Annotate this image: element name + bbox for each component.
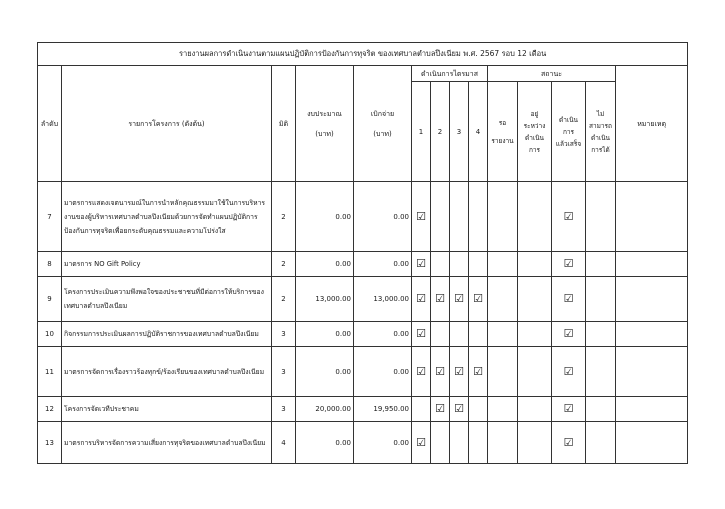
quarter-1-cell: [412, 347, 431, 397]
table-row: [38, 322, 688, 347]
table-row: [38, 182, 688, 252]
checkbox-checked-icon: ☑: [435, 402, 445, 415]
status-progress-cell: [518, 422, 552, 464]
header-status-wait-line: รายงาน: [491, 136, 514, 145]
quarter-4-cell: [469, 422, 488, 464]
status-fail-cell: [586, 252, 616, 277]
quarter-2-cell: [431, 422, 450, 464]
quarter-3-cell: [450, 277, 469, 322]
spent-value: 0.00: [354, 347, 412, 397]
row-number: 11: [38, 347, 62, 397]
header-status-done: [552, 82, 586, 182]
quarter-2-cell: [431, 182, 450, 252]
checkbox-checked-icon: ☑: [563, 209, 574, 223]
quarter-3-cell: [450, 322, 469, 347]
header-status-done-line: ดำเนิน: [559, 115, 578, 124]
status-wait-cell: [488, 397, 518, 422]
status-fail-cell: [586, 397, 616, 422]
status-done-cell: [552, 422, 586, 464]
status-wait-cell: [488, 422, 518, 464]
checkbox-checked-icon: ☑: [454, 364, 464, 378]
status-done-cell: [552, 322, 586, 347]
quarter-4-cell: [469, 252, 488, 277]
project-name: กิจกรรมการประเมินผลการปฏิบัติราชการของเทศบาลตำบลปึงเนียม: [62, 322, 272, 347]
status-fail-cell: [586, 422, 616, 464]
quarter-4-cell: [469, 182, 488, 252]
row-number: 8: [38, 252, 62, 277]
header-status-fail: [586, 82, 616, 182]
checkbox-checked-icon: ☑: [563, 327, 574, 340]
checkbox-checked-icon: ☑: [416, 209, 426, 223]
spent-value: 0.00: [354, 422, 412, 464]
project-name: โครงการจัดเวทีประชาคม: [62, 397, 272, 422]
checkbox-checked-icon: ☑: [473, 364, 483, 378]
header-status-progress-line: อยู่: [530, 109, 539, 118]
row-number: 10: [38, 322, 62, 347]
header-status-done-line: แล้วเสร็จ: [555, 139, 582, 148]
checkbox-checked-icon: ☑: [435, 292, 445, 305]
status-wait-cell: [488, 347, 518, 397]
header-status-fail-line: ไม่: [596, 109, 605, 118]
status-done-cell: [552, 182, 586, 252]
quarter-1-cell: [412, 322, 431, 347]
status-progress-cell: [518, 277, 552, 322]
header-q4: 4: [469, 82, 488, 182]
checkbox-checked-icon: ☑: [416, 364, 426, 378]
quarter-3-cell: [450, 397, 469, 422]
quarter-1-cell: [412, 422, 431, 464]
dimension-value: 2: [272, 252, 296, 277]
table-row: [38, 422, 688, 464]
remark-cell: [616, 422, 688, 464]
status-progress-cell: [518, 182, 552, 252]
header-remark: หมายเหตุ: [616, 66, 688, 182]
spent-value: 0.00: [354, 252, 412, 277]
budget-value: 0.00: [296, 322, 354, 347]
remark-cell: [616, 182, 688, 252]
header-q3: 3: [450, 82, 469, 182]
quarter-4-cell: [469, 347, 488, 397]
header-q2: 2: [431, 82, 450, 182]
spent-value: 19,950.00: [354, 397, 412, 422]
table-row: [38, 397, 688, 422]
quarter-1-cell: [412, 182, 431, 252]
status-fail-cell: [586, 347, 616, 397]
dimension-value: 3: [272, 347, 296, 397]
budget-value: 0.00: [296, 252, 354, 277]
header-status-progress-line: ดำเนิน: [525, 133, 544, 142]
header-dimension: มิติ: [272, 66, 296, 182]
quarter-4-cell: [469, 277, 488, 322]
header-project: รายการโครงการ (ดังต้น): [62, 66, 272, 182]
header-quarters-group: ดำเนินการไตรมาส: [412, 66, 488, 82]
header-budget-unit: (บาท): [315, 129, 334, 138]
checkbox-checked-icon: ☑: [473, 292, 483, 305]
project-name: โครงการประเมินความพึงพอใจของประชาชนที่มีต่อการให้บริการของเทศบาลตำบลปึงเนียม: [62, 277, 272, 322]
quarter-2-cell: [431, 322, 450, 347]
quarter-1-cell: [412, 252, 431, 277]
row-number: 13: [38, 422, 62, 464]
header-no: ลำดับ: [38, 66, 62, 182]
status-progress-cell: [518, 322, 552, 347]
header-budget: [296, 66, 354, 182]
status-progress-cell: [518, 252, 552, 277]
quarter-2-cell: [431, 277, 450, 322]
spent-value: 13,000.00: [354, 277, 412, 322]
remark-cell: [616, 347, 688, 397]
status-progress-cell: [518, 347, 552, 397]
header-status-fail-line: สามารถ: [589, 121, 612, 130]
checkbox-checked-icon: ☑: [563, 364, 574, 378]
quarter-2-cell: [431, 397, 450, 422]
status-wait-cell: [488, 277, 518, 322]
checkbox-checked-icon: ☑: [454, 292, 464, 305]
header-status-progress-line: ระหว่าง: [523, 121, 546, 130]
table-row: [38, 277, 688, 322]
header-q1: 1: [412, 82, 431, 182]
remark-cell: [616, 397, 688, 422]
checkbox-checked-icon: ☑: [435, 364, 445, 378]
status-progress-cell: [518, 397, 552, 422]
quarter-4-cell: [469, 397, 488, 422]
report-rows: [38, 182, 688, 464]
report-table: [37, 42, 688, 464]
header-status-fail-line: ดำเนิน: [591, 133, 610, 142]
dimension-value: 2: [272, 182, 296, 252]
checkbox-checked-icon: ☑: [563, 257, 574, 270]
dimension-value: 4: [272, 422, 296, 464]
dimension-value: 3: [272, 322, 296, 347]
header-status-wait-line: รอ: [498, 118, 507, 127]
table-row: [38, 347, 688, 397]
remark-cell: [616, 277, 688, 322]
checkbox-checked-icon: ☑: [454, 402, 464, 415]
status-done-cell: [552, 252, 586, 277]
status-fail-cell: [586, 277, 616, 322]
checkbox-checked-icon: ☑: [416, 292, 426, 305]
report-title: รายงานผลการดำเนินงานตามแผนปฏิบัติการป้องกันการทุจริต ของเทศบาลตำบลปึงเนียม พ.ศ. 2567 รอบ 12 เดือน: [38, 43, 688, 66]
project-name: มาตรการบริหารจัดการความเสี่ยงการทุจริตของเทศบาลตำบลปึงเนียม: [62, 422, 272, 464]
row-number: 7: [38, 182, 62, 252]
dimension-value: 2: [272, 277, 296, 322]
header-spent: [354, 66, 412, 182]
header-spent-label: เบิกจ่าย: [370, 109, 395, 118]
quarter-3-cell: [450, 422, 469, 464]
header-status-done-line: การ: [562, 127, 575, 136]
spent-value: 0.00: [354, 182, 412, 252]
checkbox-checked-icon: ☑: [416, 327, 426, 340]
checkbox-checked-icon: ☑: [416, 257, 426, 270]
budget-value: 0.00: [296, 182, 354, 252]
quarter-1-cell: [412, 397, 431, 422]
status-wait-cell: [488, 182, 518, 252]
row-number: 9: [38, 277, 62, 322]
row-number: 12: [38, 397, 62, 422]
budget-value: 13,000.00: [296, 277, 354, 322]
checkbox-checked-icon: ☑: [563, 402, 574, 415]
header-status-wait: [488, 82, 518, 182]
quarter-3-cell: [450, 252, 469, 277]
status-fail-cell: [586, 182, 616, 252]
budget-value: 20,000.00: [296, 397, 354, 422]
header-status-progress: [518, 82, 552, 182]
budget-value: 0.00: [296, 347, 354, 397]
header-budget-label: งบประมาณ: [307, 109, 342, 118]
spent-value: 0.00: [354, 322, 412, 347]
table-row: [38, 252, 688, 277]
checkbox-checked-icon: ☑: [416, 435, 426, 449]
header-spent-unit: (บาท): [373, 129, 392, 138]
dimension-value: 3: [272, 397, 296, 422]
status-wait-cell: [488, 322, 518, 347]
remark-cell: [616, 252, 688, 277]
status-done-cell: [552, 347, 586, 397]
quarter-4-cell: [469, 322, 488, 347]
quarter-2-cell: [431, 347, 450, 397]
header-status-group: สถานะ: [488, 66, 616, 82]
header-status-progress-line: การ: [528, 145, 541, 154]
status-fail-cell: [586, 322, 616, 347]
quarter-3-cell: [450, 347, 469, 397]
quarter-3-cell: [450, 182, 469, 252]
checkbox-checked-icon: ☑: [563, 292, 574, 305]
budget-value: 0.00: [296, 422, 354, 464]
project-name: มาตรการแสดงเจตนารมณ์ในการนำหลักคุณธรรมมาใช้ในการบริหารงานของผู้บริหารเทศบาลตำบลปึงเนียมด้วยการจัดทำแผนปฏิบัติการป้องกันการทุจริตเพื่อยกระดับคุณธรรมและความโปร่งใส: [62, 182, 272, 252]
status-done-cell: [552, 397, 586, 422]
checkbox-checked-icon: ☑: [563, 435, 574, 449]
quarter-1-cell: [412, 277, 431, 322]
header-status-fail-line: การได้: [591, 145, 610, 154]
status-wait-cell: [488, 252, 518, 277]
status-done-cell: [552, 277, 586, 322]
remark-cell: [616, 322, 688, 347]
quarter-2-cell: [431, 252, 450, 277]
project-name: มาตรการ NO Gift Policy: [62, 252, 272, 277]
project-name: มาตรการจัดการเรื่องราวร้องทุกข์/ร้องเรียนของเทศบาลตำบลปึงเนียม: [62, 347, 272, 397]
